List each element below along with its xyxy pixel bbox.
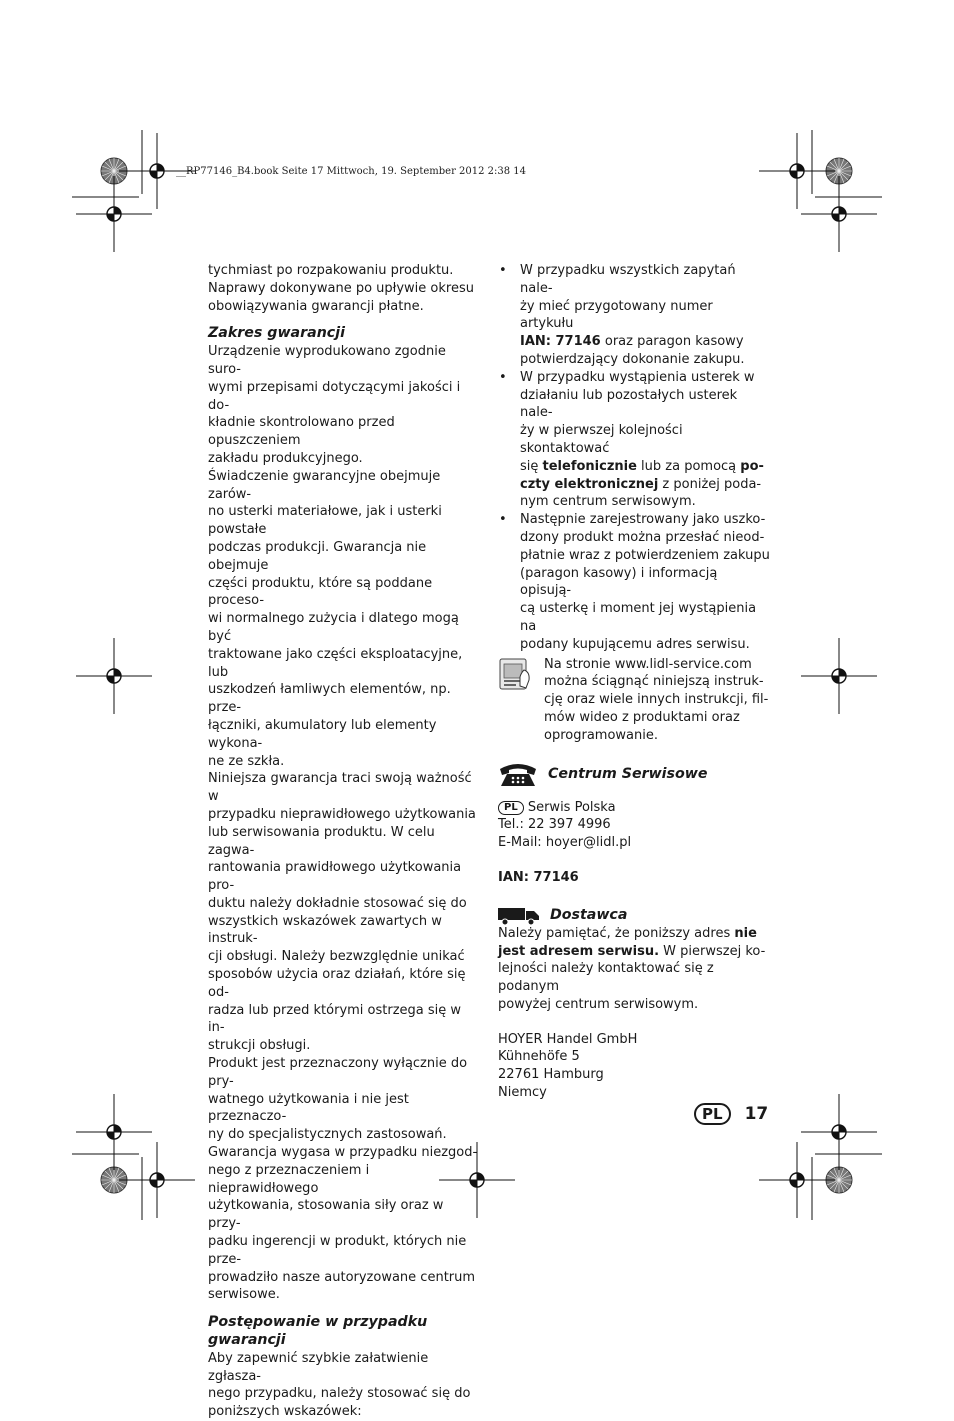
delivery-truck-icon [498, 907, 540, 925]
telephone-icon [498, 761, 538, 789]
text-line: ne ze szkła. [208, 753, 285, 769]
text-line: wszystkich wskazówek zawartych w instruk- [208, 913, 442, 947]
text-line: padku ingerencji w produkt, których nie prze- [208, 1234, 467, 1267]
text-line: Świadczenie gwarancyjne obejmuje zarów- [208, 468, 441, 502]
list-item: • W przypadku wystąpienia usterek w działaniu lub pozostałych usterek nale- ży w pierwszej kolejności skontaktować się telefonicznie lub za pomocą po- czty elektronicznej z poniżej poda- nym centrum serwisowym. [498, 369, 770, 511]
text-line: nego z przeznaczeniem i nieprawidłowego [208, 1162, 370, 1196]
text-line: no usterki materiałowe, jak i usterki powstałe [208, 504, 442, 538]
page-number: 17 [744, 1104, 769, 1124]
country-badge: PL [498, 801, 524, 815]
text-line: wymi przepisami dotyczącymi jakości i do- [208, 379, 461, 413]
download-info-text: Na stronie www.lidl-service.com można ściągnąć niniejszą instruk- cję oraz wiele innych instrukcji, fil- mów wideo z produktami oraz oprogramowanie. [544, 656, 769, 743]
postepowanie-heading-cont: gwarancji [208, 1332, 286, 1349]
left-column [208, 262, 480, 1421]
zakres-text [208, 343, 480, 1304]
text-line: Gwarancja wygasa w przypadku niezgod- [208, 1145, 478, 1161]
text-line: radza lub przed którymi ostrzega się w in- [208, 1002, 462, 1036]
download-info [498, 656, 770, 745]
supplier-note: Należy pamiętać, że poniższy adres nie jest adresem serwisu. W pierwszej ko- lejności należy kontaktować się z podanym powyżej centrum serwisowym. [498, 925, 766, 1012]
zakres-heading: Zakres gwarancji [208, 325, 345, 342]
right-column [498, 262, 770, 1102]
text-line: kładnie skontrolowano przed opuszczeniem [208, 415, 395, 449]
ian-bold: IAN: 77146 [520, 334, 601, 350]
service-country-line: PL Serwis Polska [498, 799, 770, 817]
text-line: łączniki, akumulatory lub elementy wykona- [208, 717, 437, 751]
intro-line: Naprawy dokonywane po upływie okresu [208, 280, 474, 296]
text-line: nego przypadku, należy stosować się do [208, 1386, 471, 1402]
text-line: rantowania prawidłowego użytkowania pro- [208, 860, 462, 894]
supplier-heading: Dostawca [550, 906, 628, 923]
service-phone: Tel.: 22 397 4996 [498, 817, 611, 833]
list-item: • W przypadku wszystkich zapytań nale- ży mieć przygotowany numer artykułu IAN: 77146 oraz paragon kasowy potwierdzający dokonanie zakupu. [498, 262, 770, 369]
text-line: Urządzenie wyprodukowano zgodnie suro- [208, 344, 446, 377]
service-center-heading: Centrum Serwisowe [548, 765, 708, 782]
text-line: lub serwisowania produktu. W celu zagwa- [208, 824, 435, 858]
text-line: ny do specjalistycznych zastosowań. [208, 1127, 447, 1143]
supplier-address: HOYER Handel GmbH Kühnehöfe 5 22761 Hamburg Niemcy [498, 1031, 638, 1101]
supplier-heading-row [498, 907, 770, 925]
text-line: duktu należy dokładnie stosować się do [208, 895, 467, 911]
page-footer [694, 1103, 768, 1125]
text-line: sposobów użycia oraz działań, które się od- [208, 967, 466, 1000]
text-line: watnego użytkowania i nie jest przeznaczo- [208, 1091, 409, 1125]
text-line: wi normalnego zużycia i dlatego mogą być [208, 611, 459, 644]
text-line: prowadziło nasze autoryzowane centrum [208, 1269, 476, 1285]
text-line: Aby zapewnić szybkie załatwienie zgłasza- [208, 1350, 429, 1384]
intro-line: obowiązywania gwarancji płatne. [208, 298, 424, 314]
postepowanie-heading: Postępowanie w przypadku [208, 1314, 428, 1331]
text-line: strukcji obsługi. [208, 1038, 311, 1054]
text-line: uszkodzeń łamliwych elementów, np. prze- [208, 682, 451, 716]
text-line: przypadku nieprawidłowego użytkowania [208, 806, 476, 822]
text-line: traktowane jako części eksploatacyjne, lub [208, 646, 463, 680]
list-item: • Następnie zarejestrowany jako uszko- dzony produkt można przesłać nieod- płatnie wraz z potwierdzeniem zakupu (paragon kasowy) i informacją opisują- cą usterkę i moment jej wystąpienia na podany kupującemu adres serwisu. [498, 511, 770, 653]
text-line: serwisowe. [208, 1287, 280, 1303]
text-line: cji obsługi. Należy bezwzględnie unikać [208, 949, 465, 965]
warranty-steps-list [498, 262, 770, 654]
text-line: poniższych wskazówek: [208, 1404, 362, 1420]
text-line: Niniejsza gwarancja traci swoją ważność w [208, 771, 472, 805]
text-line: Produkt jest przeznaczony wyłącznie do pry- [208, 1056, 468, 1089]
service-email: E-Mail: hoyer@lidl.pl [498, 835, 632, 851]
text-line: użytkowania, stosowania siły oraz w przy- [208, 1198, 444, 1232]
language-badge: PL [694, 1103, 731, 1125]
text-line: podczas produkcji. Gwarancja nie obejmuje [208, 539, 427, 573]
manual-download-icon [498, 656, 534, 692]
ian-number: IAN: 77146 [498, 869, 579, 885]
intro-line: tychmiast po rozpakowaniu produktu. [208, 263, 454, 278]
text-line: zakładu produkcyjnego. [208, 450, 363, 466]
service-center-heading-row [498, 761, 770, 789]
print-file-header: __RP77146_B4.book Seite 17 Mittwoch, 19. September 2012 2:38 14 [176, 166, 527, 177]
text-line: części produktu, które są poddane proceso- [208, 575, 433, 609]
